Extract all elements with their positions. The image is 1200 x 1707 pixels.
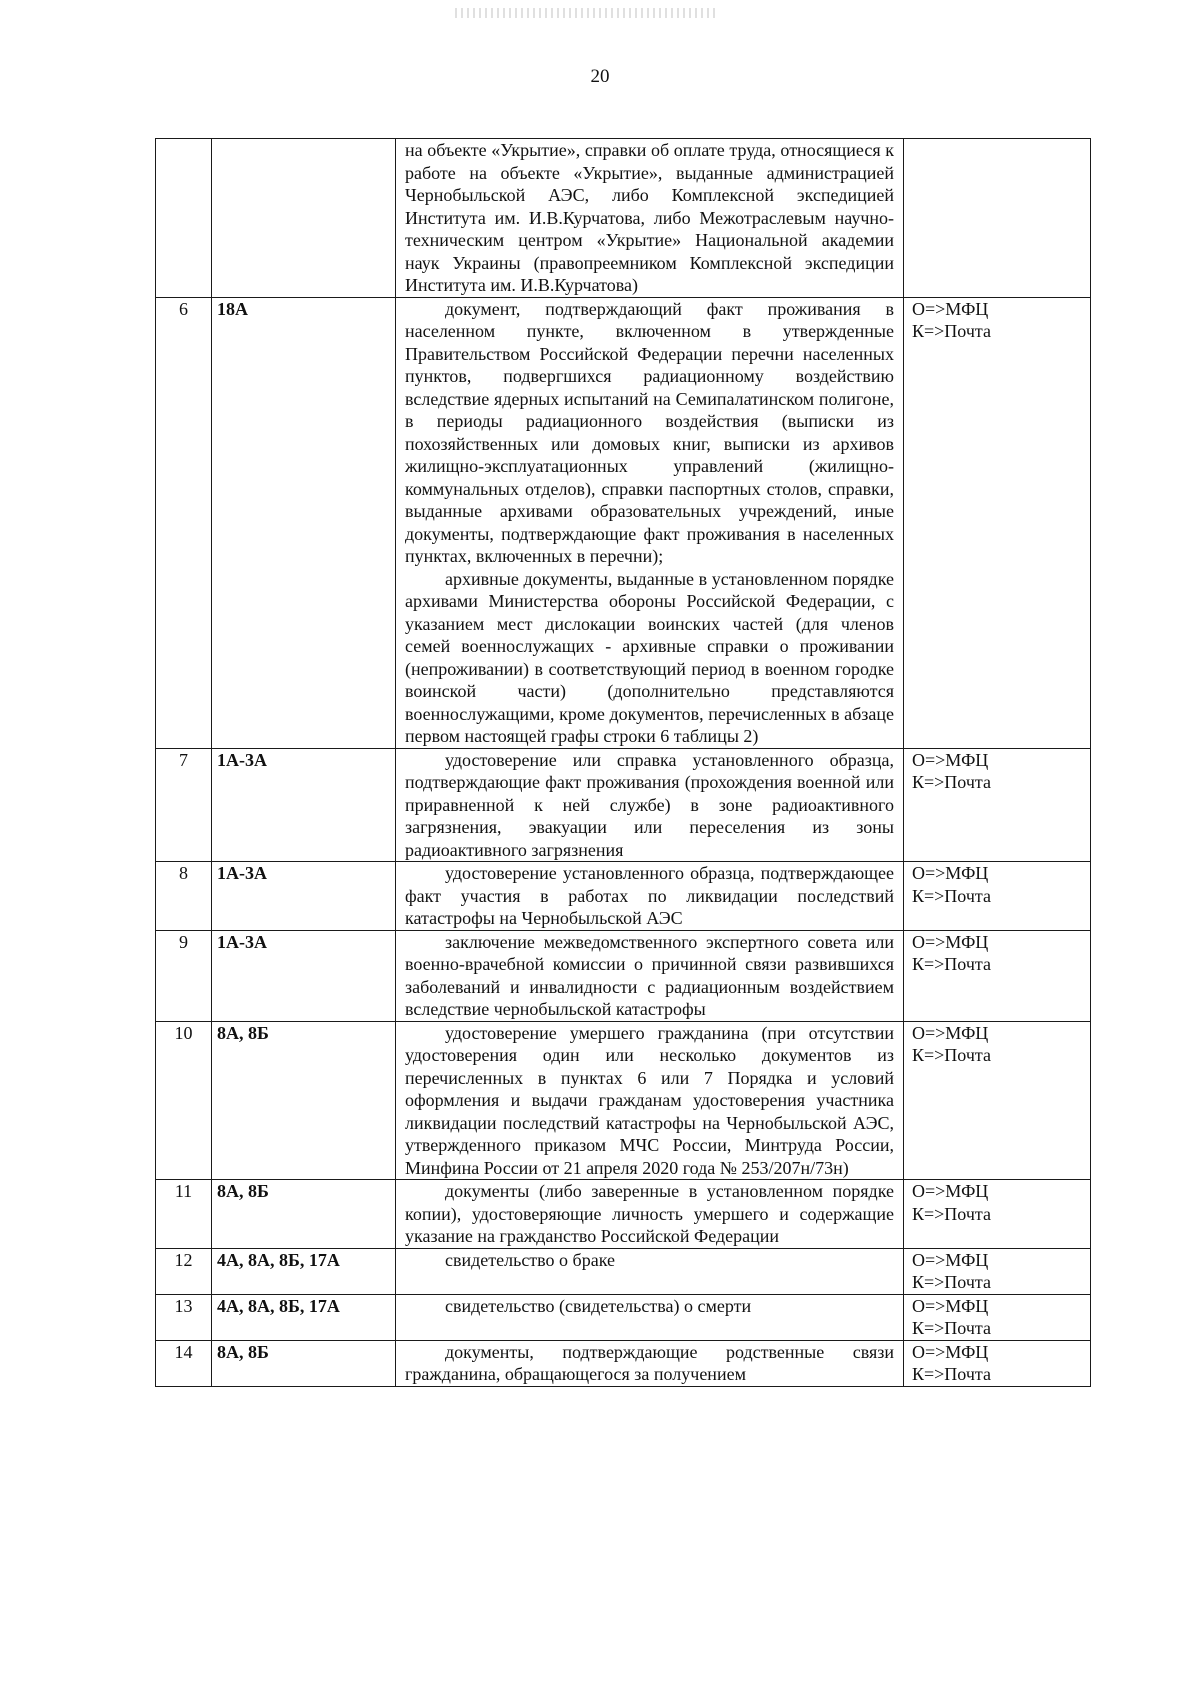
method-line: О=>МФЦ [912, 1295, 989, 1316]
method-line: О=>МФЦ [912, 749, 989, 770]
row-submission-method [904, 139, 1091, 298]
row-category-code: 8А, 8Б [212, 1021, 396, 1180]
documents-table [155, 138, 1091, 1387]
row-category-code: 18А [212, 297, 396, 748]
table-row [156, 1180, 1091, 1249]
method-line: К=>Почта [912, 1045, 991, 1065]
row-submission-method [904, 297, 1091, 748]
table-row [156, 930, 1091, 1021]
table-row [156, 139, 1091, 298]
row-document-description [396, 748, 904, 862]
method-line: О=>МФЦ [912, 863, 989, 883]
method-line: К=>Почта [912, 954, 991, 974]
method-line: О=>МФЦ [912, 1341, 989, 1362]
row-document-description [396, 1021, 904, 1180]
table-row [156, 862, 1091, 931]
row-document-description [396, 930, 904, 1021]
method-line: К=>Почта [912, 772, 991, 792]
row-document-description [396, 1248, 904, 1294]
row-document-description [396, 139, 904, 298]
row-submission-method [904, 1021, 1091, 1180]
row-number: 12 [156, 1248, 212, 1294]
row-category-code: 1А-3А [212, 748, 396, 862]
method-line: О=>МФЦ [912, 931, 989, 952]
row-document-description [396, 862, 904, 931]
description-paragraph: удостоверение или справка установленного образца, подтверждающие факт проживания (прохождения военной или приравненной к ней службе) в зоне радиоактивного загрязнения, эвакуации или переселения из зоны радиоактивного загрязнения [405, 749, 894, 860]
row-category-code [212, 139, 396, 298]
method-line: К=>Почта [912, 885, 991, 906]
method-line: О=>МФЦ [912, 1022, 989, 1043]
row-number: 14 [156, 1340, 212, 1386]
row-document-description [396, 1294, 904, 1340]
method-line: О=>МФЦ [912, 298, 989, 319]
row-category-code: 8А, 8Б [212, 1180, 396, 1249]
method-line: К=>Почта [912, 1203, 991, 1224]
row-number: 8 [156, 862, 212, 931]
row-document-description [396, 297, 904, 748]
description-paragraph: документы (либо заверенные в установленном порядке копии), удостоверяющие личность умершего и содержащие указание на гражданство Российской Федерации [405, 1181, 894, 1246]
description-paragraph: документы, подтверждающие родственные связи гражданина, обращающегося за получением [405, 1341, 894, 1384]
row-submission-method [904, 1340, 1091, 1386]
description-paragraph: заключение межведомственного экспертного совета или военно-врачебной комиссии о причинной связи развившихся заболеваний и инвалидности с радиационным воздействием вследствие чернобыльской катастрофы [405, 931, 894, 1019]
row-number: 7 [156, 748, 212, 862]
method-line: К=>Почта [912, 1318, 991, 1338]
row-number: 6 [156, 297, 212, 748]
row-number: 13 [156, 1294, 212, 1340]
table-row [156, 748, 1091, 862]
row-document-description [396, 1340, 904, 1386]
method-line: О=>МФЦ [912, 1181, 989, 1201]
row-number: 10 [156, 1021, 212, 1180]
row-category-code: 4А, 8А, 8Б, 17А [212, 1248, 396, 1294]
method-line: К=>Почта [912, 1364, 991, 1384]
scan-artifact [455, 8, 715, 18]
table-row [156, 1340, 1091, 1386]
table-body [156, 139, 1091, 1387]
row-submission-method [904, 862, 1091, 931]
row-document-description [396, 1180, 904, 1249]
table-row [156, 1294, 1091, 1340]
description-paragraph: свидетельство о браке [445, 1249, 615, 1270]
description-paragraph: свидетельство (свидетельства) о смерти [445, 1295, 752, 1316]
row-submission-method [904, 748, 1091, 862]
description-paragraph: архивные документы, выданные в установленном порядке архивами Министерства обороны Российской Федерации, с указанием мест дислокации воинских частей (для членов семей военнослужащих - архивные справки о проживании (непроживании) в соответствующий период в военном городке воинской части) (дополнительно представляются военнослужащими, кроме документов, перечисленных в абзаце первом настоящей графы строки 6 таблицы 2) [405, 568, 894, 746]
description-paragraph: удостоверение умершего гражданина (при отсутствии удостоверения один или несколько документов из перечисленных в пунктах 6 или 7 Порядка и условий оформления и выдачи гражданам удостоверения участника ликвидации последствий катастрофы на Чернобыльской АЭС, утвержденного приказом МЧС России, Минтруда России, Минфина России от 21 апреля 2020 года № 253/207н/73н) [405, 1022, 894, 1178]
row-category-code: 8А, 8Б [212, 1340, 396, 1386]
description-paragraph: на объекте «Укрытие», справки об оплате труда, относящиеся к работе на объекте «Укрытие», выданные администрацией Чернобыльской АЭС, либо Комплексной экспедицией Института им. И.В.Курчатова, либо Межотраслевым научно-техническим центром «Укрытие» Национальной академии наук Украины (правопреемником Комплексной экспедиции Института им. И.В.Курчатова) [405, 140, 894, 295]
row-submission-method [904, 930, 1091, 1021]
page-number: 20 [590, 66, 610, 87]
method-line: К=>Почта [912, 1272, 991, 1292]
description-paragraph: удостоверение установленного образца, подтверждающее факт участия в работах по ликвидации последствий катастрофы на Чернобыльской АЭС [405, 863, 894, 928]
table-row [156, 1021, 1091, 1180]
row-category-code: 1А-3А [212, 930, 396, 1021]
row-submission-method [904, 1248, 1091, 1294]
description-paragraph: документ, подтверждающий факт проживания в населенном пункте, включенном в утвержденные Правительством Российской Федерации перечни населенных пунктов, подвергшихся радиационному воздействию вследствие ядерных испытаний на Семипалатинском полигоне, в периоды радиационного воздействия (выписки из похозяйственных или домовых книг, выписки из архивов жилищно-эксплуатационных управлений (жилищно-коммунальных отделов), справки паспортных столов, справки, выданные архивами образовательных учреждений, иные документы, подтверждающие факт проживания в населенных пунктах, включенных в перечни); [405, 298, 894, 566]
method-line: К=>Почта [912, 321, 991, 341]
row-category-code: 1А-3А [212, 862, 396, 931]
row-submission-method [904, 1180, 1091, 1249]
table-row [156, 1248, 1091, 1294]
method-line: О=>МФЦ [912, 1249, 989, 1270]
row-number: 11 [156, 1180, 212, 1249]
row-number: 9 [156, 930, 212, 1021]
row-submission-method [904, 1294, 1091, 1340]
row-category-code: 4А, 8А, 8Б, 17А [212, 1294, 396, 1340]
row-number [156, 139, 212, 298]
table-row [156, 297, 1091, 748]
